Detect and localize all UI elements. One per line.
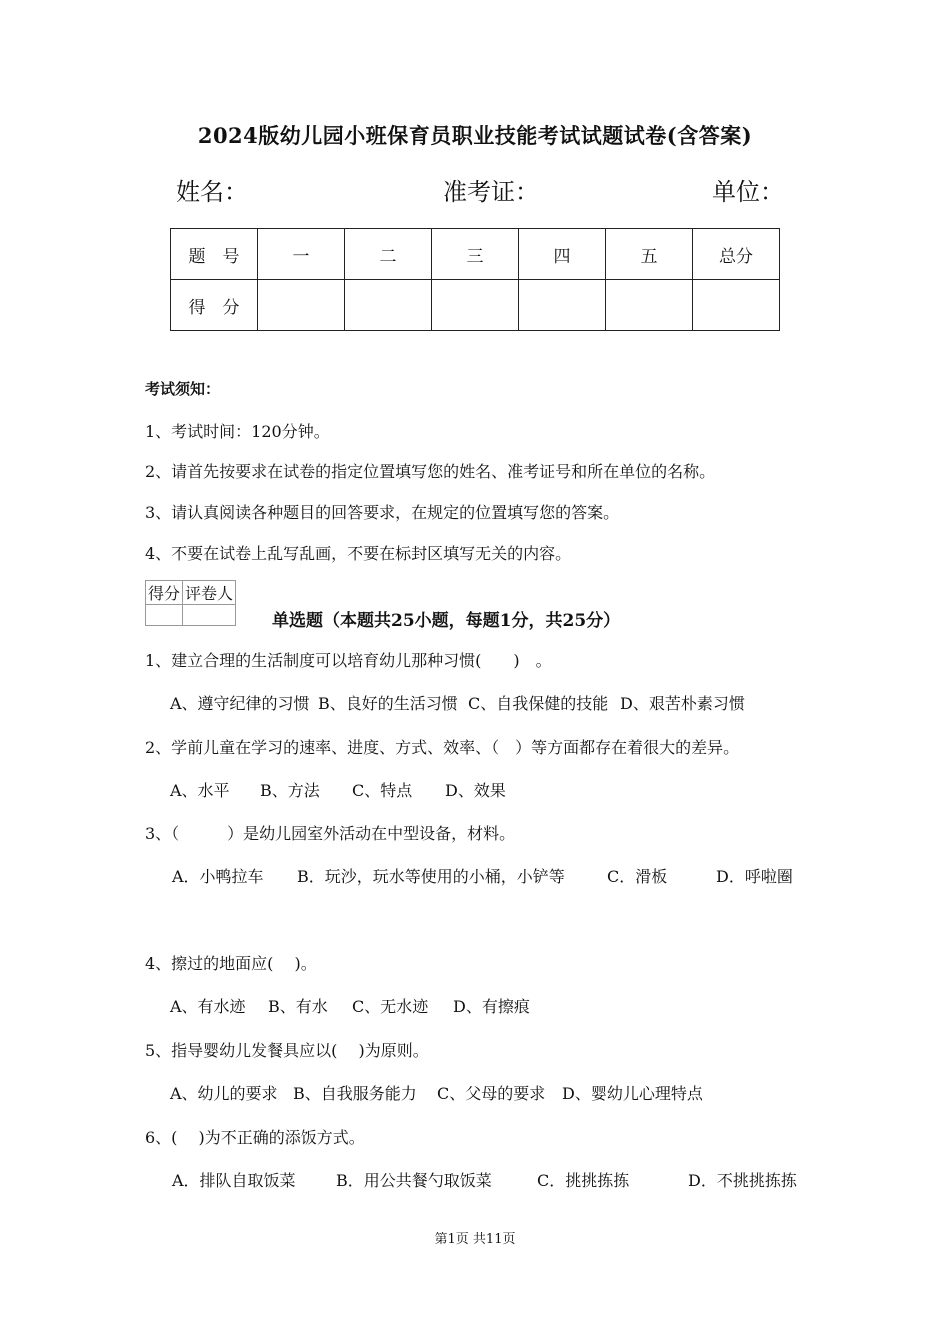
question-option: C．滑板 <box>607 867 668 886</box>
score-entry-cell[interactable] <box>432 280 519 331</box>
score-table-header-cell: 四 <box>519 229 606 280</box>
question-option: A、幼儿的要求 <box>170 1084 278 1103</box>
grader-box-score-cell[interactable] <box>146 605 183 626</box>
question-option: C、自我保健的技能 <box>468 694 609 713</box>
grader-box-score-label: 得分 <box>146 581 183 605</box>
question-option: D、婴幼儿心理特点 <box>562 1084 703 1103</box>
notice-item: 2、请首先按要求在试卷的指定位置填写您的姓名、准考证号和所在单位的名称。 <box>145 462 716 481</box>
score-entry-cell[interactable] <box>606 280 693 331</box>
score-table-header-cell: 三 <box>432 229 519 280</box>
question-text: 1、建立合理的生活制度可以培育幼儿那种习惯( ) 。 <box>145 651 552 670</box>
score-table <box>170 228 780 331</box>
score-entry-cell[interactable] <box>519 280 606 331</box>
question-text: 5、指导婴幼儿发餐具应以( )为原则。 <box>145 1041 429 1060</box>
notice-item: 1、考试时间：120分钟。 <box>145 422 330 441</box>
question-option: D．不挑挑拣拣 <box>688 1171 797 1190</box>
question-option: D、有擦痕 <box>453 997 530 1016</box>
question-option: B．玩沙，玩水等使用的小桶，小铲等 <box>297 867 565 886</box>
exam-id-field-label: 准考证： <box>443 178 539 206</box>
name-field-label: 姓名： <box>176 178 248 206</box>
question-option: C．挑挑拣拣 <box>537 1171 630 1190</box>
question-text: 6、( )为不正确的添饭方式。 <box>145 1128 365 1147</box>
question-option: B、良好的生活习惯 <box>318 694 458 713</box>
score-table-header-cell: 总分 <box>693 229 780 280</box>
question-text: 2、学前儿童在学习的速率、进度、方式、效率、（ ）等方面都存在着很大的差异。 <box>145 738 740 757</box>
question-option: A．排队自取饭菜 <box>172 1171 296 1190</box>
question-option: B、自我服务能力 <box>293 1084 417 1103</box>
grader-box-grader-cell[interactable] <box>183 605 236 626</box>
question-option: D、效果 <box>445 781 506 800</box>
question-option: A、有水迹 <box>170 997 246 1016</box>
score-table-header-cell: 五 <box>606 229 693 280</box>
score-table-score-row <box>171 280 780 331</box>
grader-box-grader-label: 评卷人 <box>183 581 236 605</box>
question-option: B、有水 <box>268 997 328 1016</box>
score-entry-cell[interactable] <box>258 280 345 331</box>
document-title: 2024版幼儿园小班保育员职业技能考试试题试卷(含答案) <box>197 123 753 148</box>
score-table-header-cell: 题 号 <box>171 229 258 280</box>
question-option: C、父母的要求 <box>437 1084 546 1103</box>
question-option: A、遵守纪律的习惯 <box>170 694 310 713</box>
section-title: 单选题（本题共25小题，每题1分，共25分） <box>272 611 621 631</box>
score-entry-cell[interactable] <box>345 280 432 331</box>
score-entry-cell[interactable] <box>693 280 780 331</box>
question-option: C、特点 <box>352 781 413 800</box>
grader-box <box>145 580 236 626</box>
question-option: D、艰苦朴素习惯 <box>620 694 745 713</box>
question-text: 4、擦过的地面应( )。 <box>145 954 317 973</box>
question-text: 3、（ ）是幼儿园室外活动在中型设备，材料。 <box>145 824 516 843</box>
question-option: A．小鸭拉车 <box>172 867 264 886</box>
score-table-header-cell: 二 <box>345 229 432 280</box>
notice-item: 3、请认真阅读各种题目的回答要求，在规定的位置填写您的答案。 <box>145 503 620 522</box>
question-option: D．呼啦圈 <box>716 867 793 886</box>
question-option: C、无水迹 <box>352 997 429 1016</box>
unit-field-label: 单位： <box>712 178 784 206</box>
page-footer: 第1页 共11页 <box>434 1232 516 1247</box>
notice-item: 4、不要在试卷上乱写乱画，不要在标封区填写无关的内容。 <box>145 544 572 563</box>
notice-heading: 考试须知： <box>145 380 221 398</box>
question-option: B．用公共餐勺取饭菜 <box>336 1171 492 1190</box>
question-option: A、水平 <box>170 781 230 800</box>
score-table-header-row <box>171 229 780 280</box>
score-table-row-label: 得 分 <box>171 280 258 331</box>
question-option: B、方法 <box>260 781 320 800</box>
score-table-header-cell: 一 <box>258 229 345 280</box>
